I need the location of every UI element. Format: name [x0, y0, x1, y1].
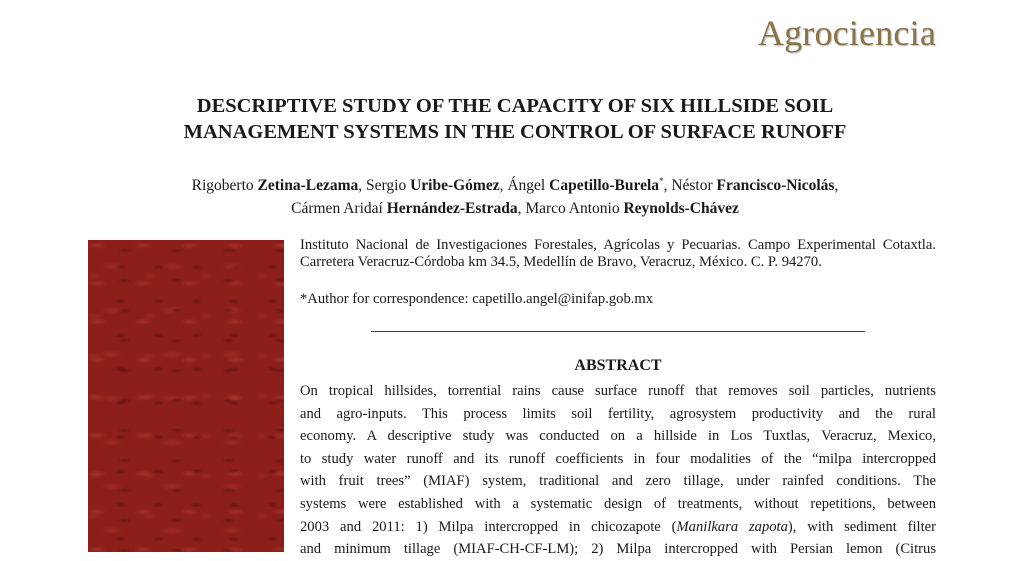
author-first-name: Ángel [507, 177, 550, 195]
abstract-line: with fruit trees” (MIAF) system, traditional and zero tillage, under rainfed conditions. The [300, 473, 936, 490]
author-surname: Hernández-Estrada [386, 200, 518, 218]
journal-logo: Agrociencia [757, 13, 936, 53]
author-surname: Francisco-Nicolás [716, 177, 835, 195]
author-surname: Capetillo-Burela [549, 177, 660, 195]
abstract-line: to study water runoff and its runoff coefficients in four modalities of the “milpa intercropped [300, 450, 936, 467]
author-first-name: Rigoberto [191, 177, 258, 195]
correspondence-line: *Author for correspondence: capetillo.angel@inifap.gob.mx [300, 291, 654, 307]
author-first-name: Néstor [671, 177, 717, 195]
author-first-name: Marco Antonio [525, 200, 624, 218]
author-surname: Zetina-Lezama [257, 177, 359, 195]
affiliation-block [300, 237, 936, 271]
author-line-2: Cármen Aridaí Hernández-Estrada, Marco Antonio Reynolds-Chávez [291, 200, 739, 218]
abstract-line-cut: and minimum tillage (MIAF-CH-CF-LM); 2) Milpa intercropped with Persian lemon (Citrus [300, 541, 936, 558]
abstract-heading: ABSTRACT [574, 357, 662, 374]
decorative-side-panel [88, 240, 284, 552]
affiliation-text: Instituto Nacional de Investigaciones Forestales, Agrícolas y Pecuarias. Campo Experimental Cotaxtla. Carretera Veracruz-Córdoba km 34.5, Medellín de Bravo, Veracruz, México. C. P. 94270. [300, 237, 936, 270]
abstract-line: systems were established with a systematic design of treatments, without repetitions, between [300, 495, 936, 512]
species-name: Manilkara zapota [676, 518, 788, 535]
abstract-line: economy. A descriptive study was conducted on a hillside in Los Tuxtlas, Veracruz, Mexico, [300, 428, 936, 445]
author-list [0, 170, 1030, 220]
article-title [0, 93, 1030, 145]
author-first-name: Sergio [366, 177, 411, 195]
title-line-2: MANAGEMENT SYSTEMS IN THE CONTROL OF SURFACE RUNOFF [183, 121, 847, 143]
author-line-1: Rigoberto Zetina-Lezama, Sergio Uribe-Gómez, Ángel Capetillo-Burela*, Néstor Francisco-Nicolás, [191, 176, 839, 195]
corresponding-author-mark: * [659, 176, 664, 186]
abstract-line: 2003 and 2011: 1) Milpa intercropped in chicozapote (Manilkara zapota), with sediment filter [300, 518, 936, 535]
section-divider [371, 331, 865, 332]
author-surname: Reynolds-Chávez [623, 200, 739, 218]
author-surname: Uribe-Gómez [410, 177, 500, 195]
abstract-line: On tropical hillsides, torrential rains cause surface runoff that removes soil particles, nutrients [300, 383, 936, 399]
abstract-line: and agro-inputs. This process limits soil fertility, agrosystem productivity and the rural [300, 405, 936, 422]
abstract-body [300, 380, 936, 561]
author-first-name: Cármen Aridaí [291, 200, 387, 218]
title-line-1: DESCRIPTIVE STUDY OF THE CAPACITY OF SIX HILLSIDE SOIL [196, 95, 834, 117]
